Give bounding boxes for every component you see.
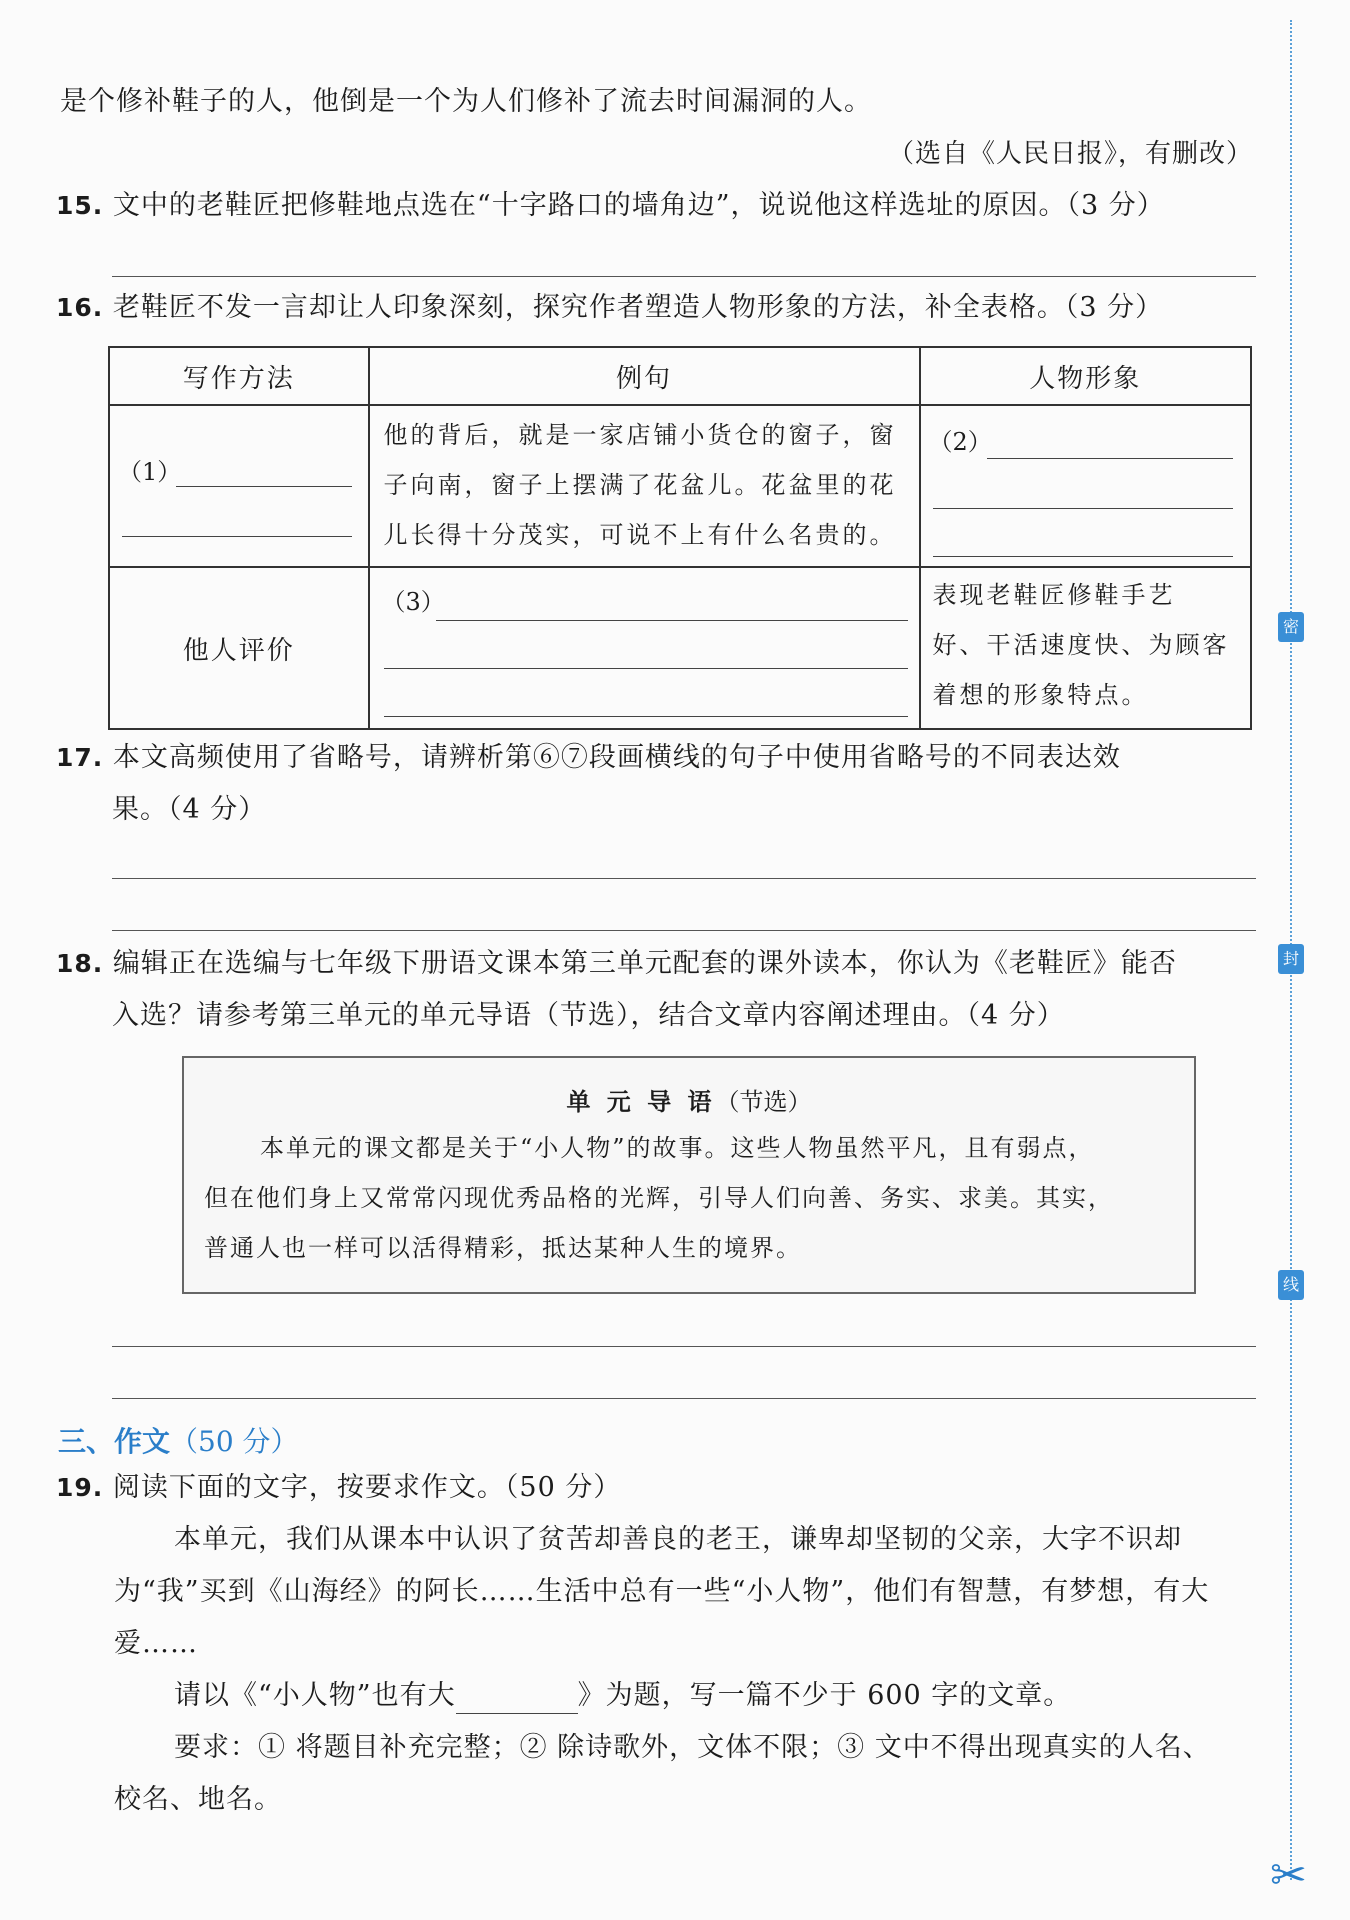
requirements-line: 校名、地名。 (114, 1784, 282, 1815)
question-text: 本文高频使用了省略号，请辨析第⑥⑦段画横线的句子中使用省略号的不同表达效 (112, 742, 1121, 773)
blank-label: （1） (118, 458, 182, 486)
answer-line[interactable] (436, 620, 908, 621)
question-17 (56, 740, 1121, 776)
answer-line[interactable] (933, 556, 1233, 557)
answer-line[interactable] (112, 276, 1256, 277)
table-header: 人物形象 (920, 347, 1251, 405)
passage-source: （选自《人民日报》，有删改） (888, 139, 1254, 169)
question-number: 15. (56, 191, 104, 220)
answer-line[interactable] (176, 486, 352, 487)
table-header: 写作方法 (109, 347, 369, 405)
table-cell (920, 567, 1251, 729)
answer-line[interactable] (384, 668, 908, 669)
unit-intro-line: 但在他们身上又常常闪现优秀品格的光辉，引导人们向善、务实、求美。其实， (204, 1184, 1114, 1212)
question-16 (56, 290, 1163, 326)
table-header: 例句 (369, 347, 920, 405)
answer-line[interactable] (933, 508, 1233, 509)
example-line: 他的背后，就是一家店铺小货仓的窗子，窗 (383, 421, 897, 449)
question-number: 16. (56, 293, 104, 322)
answer-line[interactable] (112, 1346, 1256, 1347)
question-text: 文中的老鞋匠把修鞋地点选在“十字路口的墙角边”，说说他这样选址的原因。（3 分） (112, 190, 1165, 221)
question-15 (56, 188, 1165, 224)
blank-label: （2） (928, 428, 992, 456)
answer-line[interactable] (112, 930, 1256, 931)
answer-line[interactable] (112, 1398, 1256, 1399)
prompt-line: 本单元，我们从课本中认识了贫苦却善良的老王，谦卑却坚韧的父亲，大字不识却 (174, 1524, 1182, 1555)
table-cell (109, 405, 369, 567)
question-text: 编辑正在选编与七年级下册语文课本第三单元配套的课外读本，你认为《老鞋匠》能否 (112, 948, 1177, 979)
method-table (108, 346, 1252, 730)
question-number: 18. (56, 949, 104, 978)
title-prompt: 请以《“小人物”也有大 》为题，写一篇不少于 600 字的文章。 (174, 1678, 1071, 1714)
image-line: 好、干活速度快、为顾客 (932, 631, 1230, 659)
table-cell (369, 405, 920, 567)
scissors-icon: ✂ (1270, 1850, 1307, 1901)
image-line: 着想的形象特点。 (932, 681, 1149, 709)
example-line: 子向南，窗子上摆满了花盆儿。花盆里的花 (383, 471, 897, 499)
question-text: 阅读下面的文字，按要求作文。（50 分） (112, 1472, 622, 1503)
table-cell (369, 567, 920, 729)
blank-label: （3） (381, 588, 445, 616)
question-text: 老鞋匠不发一言却让人印象深刻，探究作者塑造人物形象的方法，补全表格。（3 分） (112, 292, 1164, 323)
unit-intro-box (182, 1056, 1196, 1294)
question-number: 17. (56, 743, 104, 772)
question-18 (56, 946, 1177, 982)
table-row (109, 405, 1251, 567)
question-17-cont: 果。（4 分） (112, 794, 267, 825)
prompt-line: 为“我”买到《山海经》的阿长……生活中总有一些“小人物”，他们有智慧，有梦想，有大 (114, 1576, 1210, 1607)
answer-line[interactable] (384, 716, 908, 717)
answer-line[interactable] (987, 458, 1233, 459)
title-blank[interactable] (456, 1683, 578, 1714)
requirements-line: 要求：① 将题目补充完整；② 除诗歌外，文体不限；③ 文中不得出现真实的人名、 (174, 1732, 1211, 1763)
section-heading: 三、作文（50 分） (58, 1425, 299, 1458)
unit-intro-line: 普通人也一样可以活得精彩，抵达某种人生的境界。 (204, 1234, 802, 1262)
seal-tab: 封 (1278, 944, 1304, 974)
seal-tab: 密 (1278, 612, 1304, 642)
table-row (109, 567, 1251, 729)
table-header-row (109, 347, 1251, 405)
table-cell (109, 567, 369, 729)
seal-tab: 线 (1278, 1270, 1304, 1300)
unit-intro-line: 本单元的课文都是关于“小人物”的故事。这些人物虽然平凡，且有弱点， (260, 1134, 1095, 1162)
image-line: 表现老鞋匠修鞋手艺 (932, 581, 1176, 609)
method-label: 他人评价 (182, 635, 295, 666)
question-19 (56, 1470, 621, 1506)
table-cell (920, 405, 1251, 567)
answer-line[interactable] (122, 536, 352, 537)
prompt-line: 爱…… (114, 1628, 198, 1659)
example-line: 儿长得十分茂实，可说不上有什么名贵的。 (383, 521, 897, 549)
passage-tail: 是个修补鞋子的人，他倒是一个为人们修补了流去时间漏洞的人。 (60, 86, 872, 117)
answer-line[interactable] (112, 878, 1256, 879)
question-18-cont: 入选？请参考第三单元的单元导语（节选），结合文章内容阐述理由。（4 分） (112, 1000, 1065, 1031)
unit-intro-title: 单 元 导 语（节选） (566, 1088, 812, 1116)
question-number: 19. (56, 1473, 104, 1502)
